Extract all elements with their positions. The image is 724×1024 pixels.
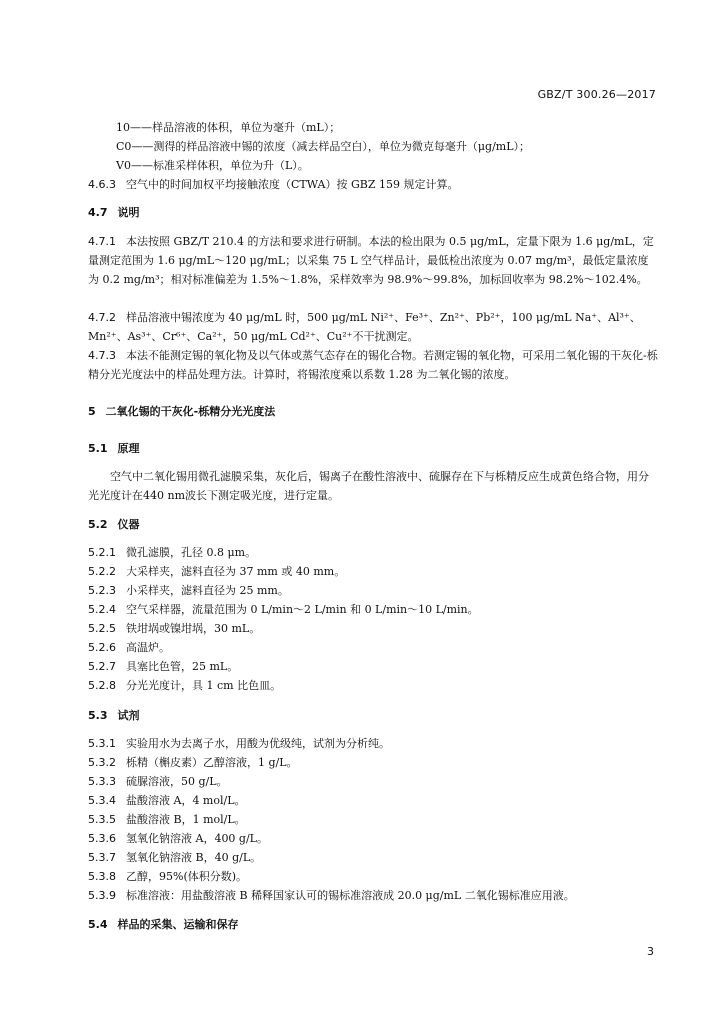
item-text: 大采样夹，滤料直径为 37 mm 或 40 mm。 [126, 565, 346, 578]
clause-4-7-3 [88, 346, 658, 384]
item-number: 5.3.9 [88, 889, 116, 902]
item-text: 小采样夹，滤料直径为 25 mm。 [126, 584, 289, 597]
clause-4-7-1 [88, 232, 658, 289]
section-number: 4.7 [88, 206, 108, 219]
item-number: 5.2.8 [88, 679, 116, 692]
list-item [88, 810, 658, 829]
item-number: 5.2.5 [88, 622, 116, 635]
clause-text: 本法不能测定锡的氧化物及以气体或蒸气态存在的锡化合物。若测定锡的氧化物，可采用二氧化锡的干灰化-栎精分光光度法中的样品处理方法。计算时，将锡浓度乘以系数 1.28 为二氧化锡的浓度。 [88, 349, 658, 381]
list-item [88, 600, 658, 619]
variable-definitions [88, 118, 658, 194]
item-number: 5.2.6 [88, 641, 116, 654]
item-text: 标准溶液：用盐酸溶液 B 稀释国家认可的锡标准溶液成 20.0 μg/mL 二氧化锡标准应用液。 [126, 889, 575, 902]
section-heading [88, 515, 658, 534]
clause-number: 4.6.3 [88, 178, 116, 191]
item-text: 乙醇，95%(体积分数)。 [126, 870, 248, 883]
section-heading [88, 915, 658, 934]
list-item [88, 772, 658, 791]
item-text: 分光光度计，具 1 cm 比色皿。 [126, 679, 282, 692]
item-number: 5.2.2 [88, 565, 116, 578]
item-number: 5.3.6 [88, 832, 116, 845]
def-line: V0——标准采样体积，单位为升（L）。 [116, 159, 309, 172]
section-title: 仪器 [117, 518, 140, 531]
section-number: 5 [88, 405, 96, 418]
list-item [88, 886, 658, 905]
clause-text: 样品溶液中锡浓度为 40 μg/mL 时，500 μg/mL Ni²⁺、Fe³⁺、Zn²⁺、Pb²⁺，100 μg/mL Na⁺、Al³⁺、Mn²⁺、As³⁺、Cr⁶⁺、Ca²⁺，50 μg/mL Cd²⁺、Cu²⁺不干扰测定。 [88, 311, 641, 343]
item-number: 5.3.5 [88, 813, 116, 826]
list-item [88, 753, 658, 772]
list-item [88, 562, 658, 581]
section-heading [88, 402, 658, 421]
section-title: 原理 [117, 442, 140, 455]
list-item [88, 676, 658, 695]
item-text: 空气采样器，流量范围为 0 L/min～2 L/min 和 0 L/min～10 L/min。 [126, 603, 479, 616]
def-line: C0——测得的样品溶液中锡的浓度（减去样品空白），单位为微克每毫升（μg/mL）； [116, 140, 531, 153]
list-item [88, 619, 658, 638]
item-number: 5.2.3 [88, 584, 116, 597]
instrument-list [88, 543, 658, 695]
item-text: 栎精（槲皮素）乙醇溶液，1 g/L。 [126, 756, 298, 769]
section-5-4 [88, 915, 658, 934]
section-heading [88, 203, 658, 222]
clause-4-6-3 [88, 175, 658, 194]
section-number: 5.3 [88, 709, 108, 722]
item-text: 盐酸溶液 B，1 mol/L。 [126, 813, 246, 826]
section-title: 试剂 [117, 709, 140, 722]
section-title: 样品的采集、运输和保存 [117, 918, 239, 931]
list-item [88, 848, 658, 867]
list-item [88, 581, 658, 600]
section-5-3 [88, 706, 658, 725]
clause-number: 4.7.2 [88, 311, 116, 324]
item-text: 微孔滤膜，孔径 0.8 μm。 [126, 546, 257, 559]
item-text: 具塞比色管，25 mL。 [126, 660, 239, 673]
clause-4-7-2 [88, 308, 658, 346]
list-item [88, 638, 658, 657]
item-text: 高温炉。 [126, 641, 170, 654]
item-number: 5.2.1 [88, 546, 116, 559]
item-text: 盐酸溶液 A，4 mol/L。 [126, 794, 246, 807]
section-number: 5.4 [88, 918, 108, 931]
item-number: 5.3.4 [88, 794, 116, 807]
page-number: 3 [647, 945, 654, 958]
section-5-1 [88, 439, 658, 458]
item-text: 实验用水为去离子水，用酸为优级纯，试剂为分析纯。 [126, 737, 390, 750]
section-title: 二氧化锡的干灰化-栎精分光光度法 [105, 405, 276, 418]
list-item [88, 657, 658, 676]
clause-text: 本法按照 GBZ/T 210.4 的方法和要求进行研制。本法的检出限为 0.5 μg/mL，定量下限为 1.6 μg/mL，定量测定范围为 1.6 μg/mL～120 μg/mL；以采集 75 L 空气样品计，最低检出浓度为 0.07 mg/m³，最低定量浓度为 0.2 mg/m³；相对标准偏差为 1.5%～1.8%，采样效率为 98.9%～99.8%，加标回收率为 98.2%～102.4%。 [88, 235, 654, 286]
item-number: 5.3.8 [88, 870, 116, 883]
list-item [88, 791, 658, 810]
section-number: 5.1 [88, 442, 108, 455]
clause-text: 空气中的时间加权平均接触浓度（CTWA）按 GBZ 159 规定计算。 [126, 178, 459, 191]
principle-paragraph: 空气中二氧化锡用微孔滤膜采集，灰化后，锡离子在酸性溶液中、硫脲存在下与栎精反应生成黄色络合物，用分光光度计在440 nm波长下测定吸光度，进行定量。 [88, 470, 649, 502]
reagent-list [88, 734, 658, 905]
list-item [88, 734, 658, 753]
item-text: 氢氧化钠溶液 B，40 g/L。 [126, 851, 262, 864]
clause-number: 4.7.1 [88, 235, 116, 248]
list-item [88, 543, 658, 562]
item-number: 5.3.1 [88, 737, 116, 750]
list-item [88, 829, 658, 848]
document-id-header: GBZ/T 300.26—2017 [537, 88, 656, 101]
section-title: 说明 [117, 206, 140, 219]
clause-number: 4.7.3 [88, 349, 116, 362]
def-line: 10——样品溶液的体积，单位为毫升（mL）； [116, 121, 341, 134]
list-item [88, 867, 658, 886]
section-heading [88, 439, 658, 458]
section-5-2 [88, 515, 658, 534]
section-heading [88, 706, 658, 725]
section-number: 5.2 [88, 518, 108, 531]
item-text: 铁坩埚或镍坩埚，30 mL。 [126, 622, 261, 635]
section-4-7 [88, 203, 658, 222]
item-text: 硫脲溶液，50 g/L。 [126, 775, 228, 788]
item-text: 氢氧化钠溶液 A，400 g/L。 [126, 832, 268, 845]
item-number: 5.2.7 [88, 660, 116, 673]
item-number: 5.3.3 [88, 775, 116, 788]
section-5 [88, 402, 658, 421]
item-number: 5.3.2 [88, 756, 116, 769]
item-number: 5.3.7 [88, 851, 116, 864]
item-number: 5.2.4 [88, 603, 116, 616]
